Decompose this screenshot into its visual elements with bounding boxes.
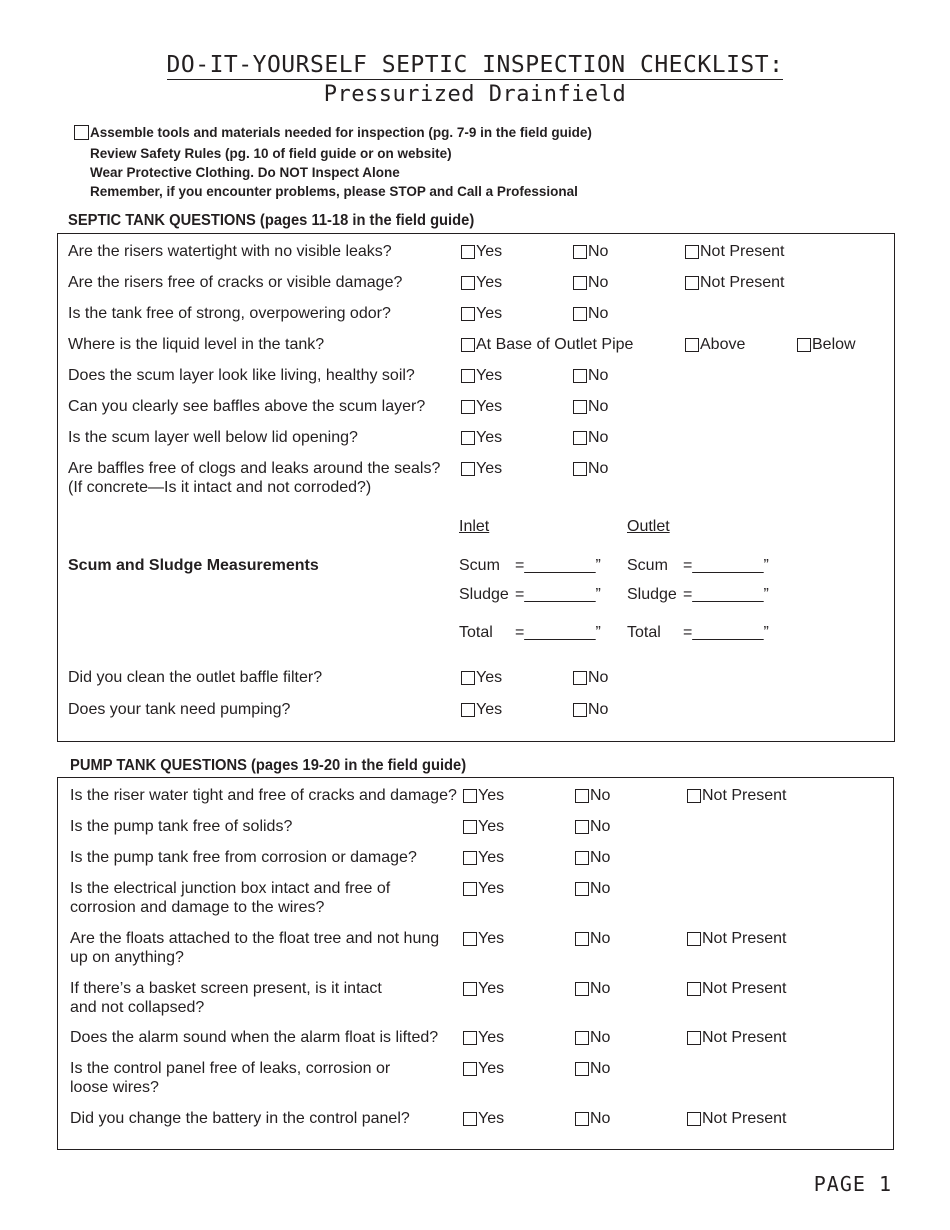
option-no[interactable] — [573, 304, 608, 323]
checkbox[interactable] — [573, 671, 587, 685]
question-text — [68, 242, 392, 261]
option-no[interactable] — [573, 428, 608, 447]
option-not-present[interactable] — [687, 929, 786, 948]
question-text — [70, 879, 390, 917]
question-text — [68, 397, 425, 416]
checkbox[interactable] — [461, 400, 475, 414]
checkbox[interactable] — [687, 1112, 701, 1126]
option-not-present[interactable] — [687, 1028, 786, 1047]
option-at-base-of-outlet-pipe[interactable] — [461, 335, 633, 354]
option-label: No — [588, 701, 609, 718]
option-label: Yes — [478, 787, 505, 804]
option-yes[interactable] — [463, 1109, 504, 1128]
question-text — [70, 1059, 390, 1097]
option-label: No — [588, 669, 609, 686]
checkbox[interactable] — [463, 982, 477, 996]
measurements-label: Scum and Sludge Measurements — [68, 557, 319, 574]
outlet-measure-blank[interactable]: =________” — [683, 586, 769, 603]
outlet-measure-label: Scum — [627, 557, 668, 574]
intro-line: Remember, if you encounter problems, please STOP and Call a Professional — [90, 184, 578, 199]
option-label: Yes — [476, 305, 503, 322]
question-line: Is the pump tank free of solids? — [70, 818, 293, 835]
outlet-measure-label: Total — [627, 624, 661, 641]
checkbox[interactable] — [461, 431, 475, 445]
checkbox[interactable] — [461, 671, 475, 685]
option-no[interactable] — [573, 397, 608, 416]
inlet-measure-blank[interactable]: =________” — [515, 586, 601, 603]
option-label: Above — [700, 336, 746, 353]
outlet-measure-blank[interactable]: =________” — [683, 557, 769, 574]
question-text — [68, 668, 322, 687]
checkbox[interactable] — [573, 462, 587, 476]
option-label: Yes — [476, 460, 503, 477]
checkbox[interactable] — [687, 932, 701, 946]
checkbox[interactable] — [463, 1062, 477, 1076]
option-yes[interactable] — [463, 817, 504, 836]
option-below[interactable] — [797, 335, 856, 354]
option-label: Not Present — [702, 980, 787, 997]
option-yes[interactable] — [461, 700, 502, 719]
question-line: Are the floats attached to the float tree and not hung — [70, 930, 440, 947]
question-line: corrosion and damage to the wires? — [70, 899, 325, 916]
page-subtitle: Pressurized Drainfield — [323, 82, 627, 107]
option-no[interactable] — [575, 879, 610, 898]
option-label: Yes — [476, 367, 503, 384]
option-yes[interactable] — [463, 1059, 504, 1078]
option-label: Yes — [476, 243, 503, 260]
option-no[interactable] — [575, 786, 610, 805]
question-line: Does your tank need pumping? — [68, 701, 291, 718]
question-line: Are the risers free of cracks or visible damage? — [68, 274, 403, 291]
inlet-measure-label: Sludge — [459, 586, 509, 603]
question-text — [70, 979, 382, 1017]
question-line: If there’s a basket screen present, is it intact — [70, 980, 382, 997]
option-label: No — [588, 398, 609, 415]
checkbox[interactable] — [573, 369, 587, 383]
option-not-present[interactable] — [685, 273, 784, 292]
intro-line: Wear Protective Clothing. Do NOT Inspect Alone — [90, 165, 400, 180]
option-label: Yes — [478, 1060, 505, 1077]
option-no[interactable] — [575, 1059, 610, 1078]
pump-section-heading: PUMP TANK QUESTIONS (pages 19-20 in the field guide) — [70, 757, 467, 774]
question-text — [68, 428, 358, 447]
checkbox[interactable] — [797, 338, 811, 352]
checkbox[interactable] — [573, 276, 587, 290]
question-line: Are the risers watertight with no visible leaks? — [68, 243, 392, 260]
intro-checkbox-item[interactable]: Assemble tools and materials needed for inspection (pg. 7-9 in the field guide) — [74, 125, 592, 140]
option-yes[interactable] — [463, 879, 504, 898]
option-yes[interactable] — [463, 848, 504, 867]
checkbox[interactable] — [461, 276, 475, 290]
checkbox[interactable] — [573, 245, 587, 259]
question-text — [68, 335, 324, 354]
question-text — [70, 1109, 410, 1128]
checkbox[interactable] — [575, 820, 589, 834]
checkbox[interactable] — [575, 882, 589, 896]
checkbox[interactable] — [575, 932, 589, 946]
checkbox[interactable] — [461, 462, 475, 476]
option-yes[interactable] — [461, 304, 502, 323]
option-yes[interactable] — [461, 668, 502, 687]
question-line: up on anything? — [70, 949, 184, 966]
checkbox[interactable] — [463, 882, 477, 896]
option-not-present[interactable] — [687, 979, 786, 998]
option-label: No — [590, 880, 611, 897]
option-label: No — [588, 243, 609, 260]
question-line: (If concrete—Is it intact and not corroded?) — [68, 479, 372, 496]
option-above[interactable] — [685, 335, 745, 354]
checkbox[interactable] — [685, 338, 699, 352]
option-label: Not Present — [702, 787, 787, 804]
question-line: Does the scum layer look like living, healthy soil? — [68, 367, 415, 384]
option-not-present[interactable] — [685, 242, 784, 261]
checkbox[interactable] — [575, 851, 589, 865]
option-yes[interactable] — [461, 273, 502, 292]
option-label: Yes — [476, 398, 503, 415]
question-line: Are baffles free of clogs and leaks around the seals? — [68, 460, 441, 477]
checkbox[interactable] — [687, 1031, 701, 1045]
checkbox[interactable] — [575, 789, 589, 803]
checkbox[interactable] — [685, 245, 699, 259]
option-label: No — [590, 849, 611, 866]
option-yes[interactable] — [463, 786, 504, 805]
option-label: Yes — [476, 429, 503, 446]
option-label: Yes — [476, 701, 503, 718]
option-yes[interactable] — [463, 929, 504, 948]
checkbox[interactable] — [463, 789, 477, 803]
option-label: No — [588, 305, 609, 322]
option-no[interactable] — [575, 817, 610, 836]
option-no[interactable] — [573, 459, 608, 478]
option-label: No — [588, 460, 609, 477]
checkbox[interactable] — [685, 276, 699, 290]
option-label: Yes — [476, 669, 503, 686]
inlet-measure-blank[interactable]: =________” — [515, 624, 601, 641]
option-label: Not Present — [700, 243, 785, 260]
inlet-header: Inlet — [459, 518, 490, 535]
inlet-measure-label: Scum — [459, 557, 500, 574]
question-line: Is the scum layer well below lid opening? — [68, 429, 358, 446]
question-line: Where is the liquid level in the tank? — [68, 336, 325, 353]
option-no[interactable] — [575, 1109, 610, 1128]
page-number: PAGE 1 — [813, 1172, 892, 1196]
question-line: Is the electrical junction box intact and free of — [70, 880, 391, 897]
option-not-present[interactable] — [687, 786, 786, 805]
option-no[interactable] — [573, 242, 608, 261]
option-label: Yes — [478, 980, 505, 997]
option-label: Not Present — [702, 1029, 787, 1046]
checkbox[interactable] — [573, 307, 587, 321]
checkbox[interactable] — [573, 703, 587, 717]
inlet-measure-blank[interactable]: =________” — [515, 557, 601, 574]
option-label: Not Present — [700, 274, 785, 291]
option-label: No — [590, 1060, 611, 1077]
question-line: Can you clearly see baffles above the scum layer? — [68, 398, 426, 415]
inlet-measure-label: Total — [459, 624, 493, 641]
option-label: No — [590, 818, 611, 835]
outlet-header: Outlet — [627, 518, 670, 535]
option-label: Yes — [478, 930, 505, 947]
option-label: Yes — [478, 1029, 505, 1046]
option-no[interactable] — [575, 929, 610, 948]
question-line: Is the control panel free of leaks, corrosion or — [70, 1060, 391, 1077]
option-label: No — [590, 1029, 611, 1046]
checkbox[interactable] — [573, 400, 587, 414]
option-label: No — [590, 1110, 611, 1127]
option-label: Yes — [478, 849, 505, 866]
checkbox[interactable] — [687, 789, 701, 803]
question-text — [68, 273, 402, 292]
checkbox[interactable] — [575, 1062, 589, 1076]
checkbox[interactable] — [461, 245, 475, 259]
option-label: Yes — [478, 818, 505, 835]
option-label: Below — [812, 336, 856, 353]
checkbox[interactable] — [575, 1112, 589, 1126]
question-line: Did you clean the outlet baffle filter? — [68, 669, 323, 686]
intro-line: Review Safety Rules (pg. 10 of field guide or on website) — [90, 146, 452, 161]
option-yes[interactable] — [461, 397, 502, 416]
outlet-measure-label: Sludge — [627, 586, 677, 603]
question-line: and not collapsed? — [70, 999, 205, 1016]
question-text — [70, 786, 457, 805]
question-line: Is the tank free of strong, overpowering odor? — [68, 305, 391, 322]
checkbox[interactable] — [74, 125, 89, 140]
option-yes[interactable] — [461, 242, 502, 261]
option-no[interactable] — [573, 273, 608, 292]
option-label: No — [590, 787, 611, 804]
option-yes[interactable] — [463, 1028, 504, 1047]
question-text — [70, 848, 417, 867]
question-text — [68, 366, 415, 385]
option-label: At Base of Outlet Pipe — [476, 336, 634, 353]
option-label: Not Present — [702, 1110, 787, 1127]
checkbox[interactable] — [463, 820, 477, 834]
question-text — [68, 304, 391, 323]
question-line: Is the pump tank free from corrosion or damage? — [70, 849, 417, 866]
question-line: loose wires? — [70, 1079, 159, 1096]
checkbox[interactable] — [461, 307, 475, 321]
option-no[interactable] — [573, 366, 608, 385]
option-no[interactable] — [573, 668, 608, 687]
option-yes[interactable] — [461, 366, 502, 385]
option-label: Yes — [478, 1110, 505, 1127]
checkbox[interactable] — [461, 369, 475, 383]
question-text — [70, 1028, 438, 1047]
checkbox[interactable] — [463, 1112, 477, 1126]
question-text — [68, 700, 290, 719]
option-no[interactable] — [575, 1028, 610, 1047]
option-label: No — [588, 274, 609, 291]
question-line: Did you change the battery in the control panel? — [70, 1110, 410, 1127]
page-title: DO-IT-YOURSELF SEPTIC INSPECTION CHECKLIST: — [166, 52, 784, 78]
option-label: No — [590, 980, 611, 997]
option-not-present[interactable] — [687, 1109, 786, 1128]
septic-section-heading: SEPTIC TANK QUESTIONS (pages 11-18 in the field guide) — [68, 212, 475, 229]
question-line: Is the riser water tight and free of cracks and damage? — [70, 787, 457, 804]
option-label: No — [588, 367, 609, 384]
checkbox[interactable] — [573, 431, 587, 445]
option-label: No — [588, 429, 609, 446]
checkbox[interactable] — [575, 1031, 589, 1045]
question-text — [70, 817, 292, 836]
option-yes[interactable] — [461, 459, 502, 478]
option-yes[interactable] — [463, 979, 504, 998]
checkbox[interactable] — [461, 338, 475, 352]
option-no[interactable] — [573, 700, 608, 719]
question-line: Does the alarm sound when the alarm float is lifted? — [70, 1029, 439, 1046]
option-yes[interactable] — [461, 428, 502, 447]
option-label: Yes — [476, 274, 503, 291]
option-no[interactable] — [575, 848, 610, 867]
option-label: Not Present — [702, 930, 787, 947]
outlet-measure-blank[interactable]: =________” — [683, 624, 769, 641]
checkbox[interactable] — [463, 932, 477, 946]
checkbox[interactable] — [575, 982, 589, 996]
checkbox[interactable] — [463, 1031, 477, 1045]
option-label: Yes — [478, 880, 505, 897]
option-no[interactable] — [575, 979, 610, 998]
question-text — [68, 459, 440, 497]
option-label: No — [590, 930, 611, 947]
question-text — [70, 929, 439, 967]
checkbox[interactable] — [461, 703, 475, 717]
checkbox[interactable] — [463, 851, 477, 865]
checkbox[interactable] — [687, 982, 701, 996]
